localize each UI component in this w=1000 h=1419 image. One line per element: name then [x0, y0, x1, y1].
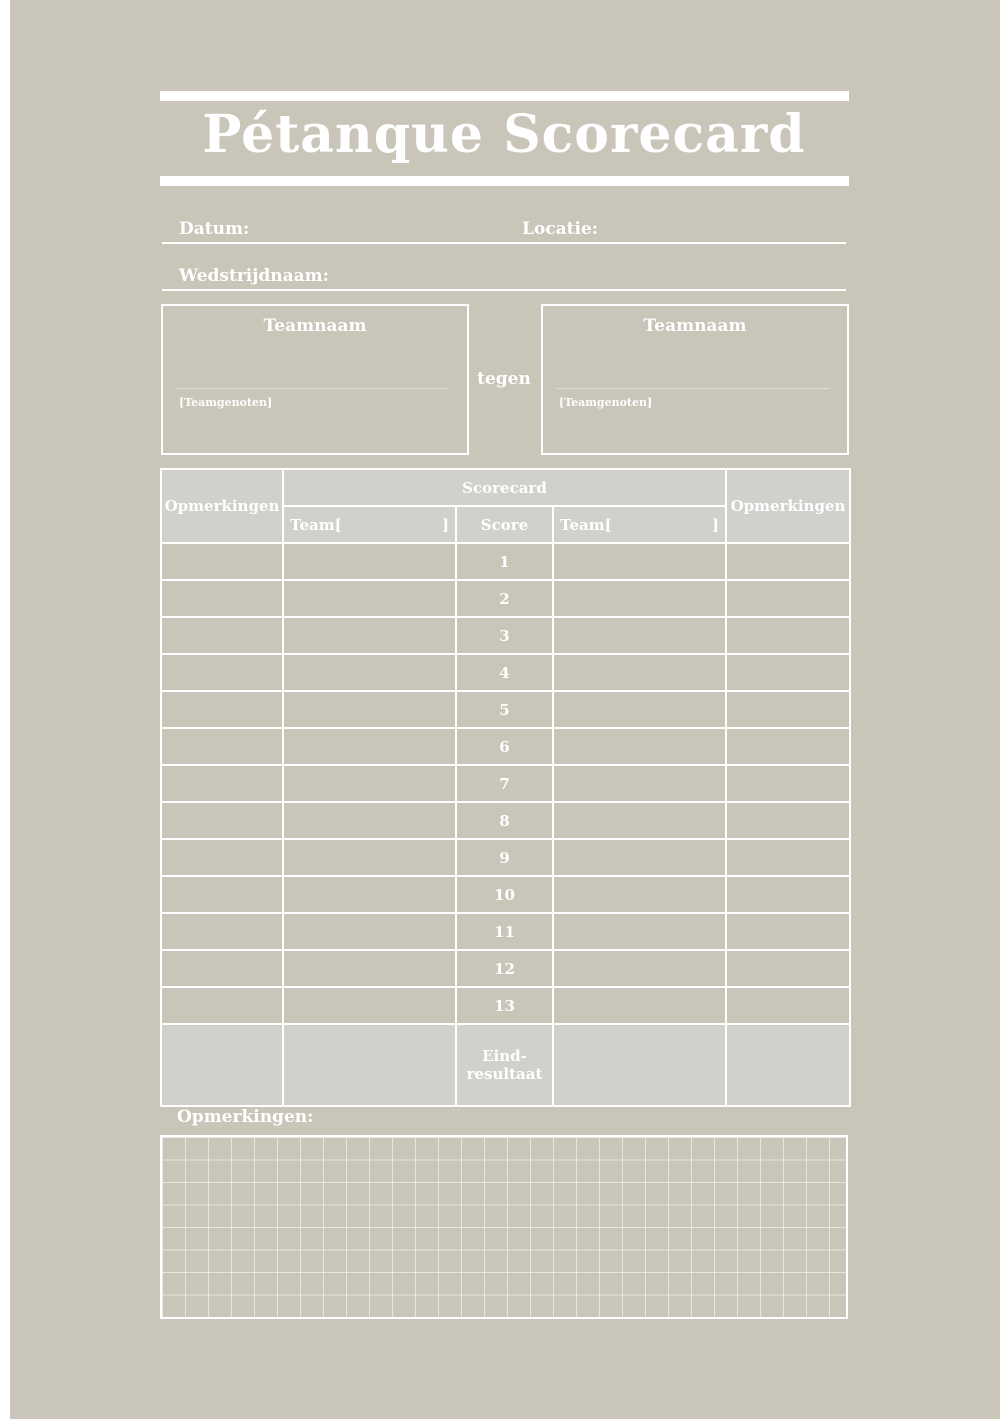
team-left-score-cell[interactable]	[283, 654, 456, 691]
score-row	[161, 580, 850, 617]
scorecard-page	[10, 0, 1000, 1419]
remarks-right-header: Opmerkingen	[726, 469, 850, 543]
notes-grid[interactable]	[160, 1135, 848, 1319]
final-remarks-right-cell[interactable]	[726, 1024, 850, 1106]
page-title: Pétanque Scorecard	[202, 104, 806, 165]
team-right-score-cell[interactable]	[553, 580, 726, 617]
team-right-suffix: ]	[711, 515, 719, 534]
remarks-left-cell[interactable]	[161, 876, 283, 913]
round-number-cell: 6	[456, 728, 553, 765]
final-result-label-line2: resultaat	[466, 1065, 543, 1083]
remarks-right-cell[interactable]	[726, 765, 850, 802]
team-right-score-cell[interactable]	[553, 876, 726, 913]
date-location-line[interactable]	[162, 242, 846, 244]
remarks-left-cell[interactable]	[161, 654, 283, 691]
score-row	[161, 765, 850, 802]
team-left-score-cell[interactable]	[283, 617, 456, 654]
remarks-right-cell[interactable]	[726, 913, 850, 950]
score-header-row	[161, 469, 850, 506]
remarks-right-cell[interactable]	[726, 950, 850, 987]
score-table	[160, 468, 851, 1107]
remarks-right-cell[interactable]	[726, 987, 850, 1024]
remarks-left-cell[interactable]	[161, 839, 283, 876]
remarks-right-cell[interactable]	[726, 802, 850, 839]
team-left-score-cell[interactable]	[283, 876, 456, 913]
team-right-column-header[interactable]	[553, 506, 726, 543]
final-result-label-line1: Eind-	[482, 1047, 527, 1065]
team-right-score-cell[interactable]	[553, 654, 726, 691]
remarks-left-cell[interactable]	[161, 913, 283, 950]
score-row	[161, 802, 850, 839]
scorecard-header: Scorecard	[283, 469, 726, 506]
team-left-score-cell[interactable]	[283, 839, 456, 876]
round-number-cell: 11	[456, 913, 553, 950]
date-label: Datum:	[179, 219, 250, 239]
round-number-cell: 12	[456, 950, 553, 987]
team-right-score-cell[interactable]	[553, 802, 726, 839]
remarks-left-cell[interactable]	[161, 950, 283, 987]
team-left-score-cell[interactable]	[283, 691, 456, 728]
title-rule-bottom	[160, 176, 849, 186]
score-row	[161, 839, 850, 876]
remarks-left-cell[interactable]	[161, 765, 283, 802]
match-name-line[interactable]	[162, 289, 846, 291]
round-number-cell: 10	[456, 876, 553, 913]
team-left-column-header[interactable]	[283, 506, 456, 543]
team-right-box[interactable]	[541, 304, 849, 455]
round-number-cell: 4	[456, 654, 553, 691]
team-right-score-cell[interactable]	[553, 987, 726, 1024]
score-column-header: Score	[456, 506, 553, 543]
team-right-name-line	[557, 388, 829, 389]
round-number-cell: 5	[456, 691, 553, 728]
round-number-cell: 3	[456, 617, 553, 654]
final-team-left-cell[interactable]	[283, 1024, 456, 1106]
remarks-right-cell[interactable]	[726, 543, 850, 580]
remarks-left-header: Opmerkingen	[161, 469, 283, 543]
score-row	[161, 543, 850, 580]
remarks-right-cell[interactable]	[726, 654, 850, 691]
remarks-right-cell[interactable]	[726, 728, 850, 765]
round-number-cell: 8	[456, 802, 553, 839]
score-row	[161, 617, 850, 654]
score-row	[161, 654, 850, 691]
final-team-right-cell[interactable]	[553, 1024, 726, 1106]
team-left-score-cell[interactable]	[283, 913, 456, 950]
final-result-label-cell	[456, 1024, 553, 1106]
team-left-score-cell[interactable]	[283, 728, 456, 765]
remarks-right-cell[interactable]	[726, 580, 850, 617]
remarks-left-cell[interactable]	[161, 543, 283, 580]
round-number-cell: 1	[456, 543, 553, 580]
remarks-left-cell[interactable]	[161, 802, 283, 839]
remarks-left-cell[interactable]	[161, 728, 283, 765]
score-row	[161, 913, 850, 950]
team-left-name-label: Teamnaam	[263, 316, 367, 336]
final-remarks-left-cell[interactable]	[161, 1024, 283, 1106]
location-label: Locatie:	[522, 219, 599, 239]
team-right-score-cell[interactable]	[553, 839, 726, 876]
round-number-cell: 13	[456, 987, 553, 1024]
score-row	[161, 987, 850, 1024]
team-right-score-cell[interactable]	[553, 728, 726, 765]
final-result-row	[161, 1024, 850, 1106]
match-name-label: Wedstrijdnaam:	[179, 266, 329, 286]
team-left-suffix: ]	[441, 515, 449, 534]
score-row	[161, 691, 850, 728]
score-row	[161, 876, 850, 913]
remarks-left-cell[interactable]	[161, 580, 283, 617]
notes-label: Opmerkingen:	[177, 1107, 314, 1127]
team-left-score-cell[interactable]	[283, 765, 456, 802]
remarks-right-cell[interactable]	[726, 839, 850, 876]
team-left-members-label: [Teamgenoten]	[179, 396, 273, 409]
score-row	[161, 950, 850, 987]
team-right-name-label: Teamnaam	[643, 316, 747, 336]
team-right-score-cell[interactable]	[553, 617, 726, 654]
team-left-score-cell[interactable]	[283, 580, 456, 617]
remarks-right-cell[interactable]	[726, 876, 850, 913]
team-left-score-cell[interactable]	[283, 987, 456, 1024]
remarks-left-cell[interactable]	[161, 987, 283, 1024]
team-left-score-cell[interactable]	[283, 802, 456, 839]
team-left-name-line	[177, 388, 449, 389]
round-number-cell: 9	[456, 839, 553, 876]
round-number-cell: 2	[456, 580, 553, 617]
team-left-box[interactable]	[161, 304, 469, 455]
team-right-score-cell[interactable]	[553, 913, 726, 950]
team-right-prefix: Team[	[560, 515, 612, 534]
team-right-score-cell[interactable]	[553, 950, 726, 987]
score-row	[161, 728, 850, 765]
versus-label: tegen	[477, 369, 531, 389]
team-right-score-cell[interactable]	[553, 543, 726, 580]
remarks-left-cell[interactable]	[161, 617, 283, 654]
team-right-score-cell[interactable]	[553, 691, 726, 728]
team-right-score-cell[interactable]	[553, 765, 726, 802]
team-right-members-label: [Teamgenoten]	[559, 396, 653, 409]
remarks-right-cell[interactable]	[726, 691, 850, 728]
remarks-right-cell[interactable]	[726, 617, 850, 654]
team-left-score-cell[interactable]	[283, 543, 456, 580]
team-left-prefix: Team[	[290, 515, 342, 534]
team-left-score-cell[interactable]	[283, 950, 456, 987]
round-number-cell: 7	[456, 765, 553, 802]
remarks-left-cell[interactable]	[161, 691, 283, 728]
